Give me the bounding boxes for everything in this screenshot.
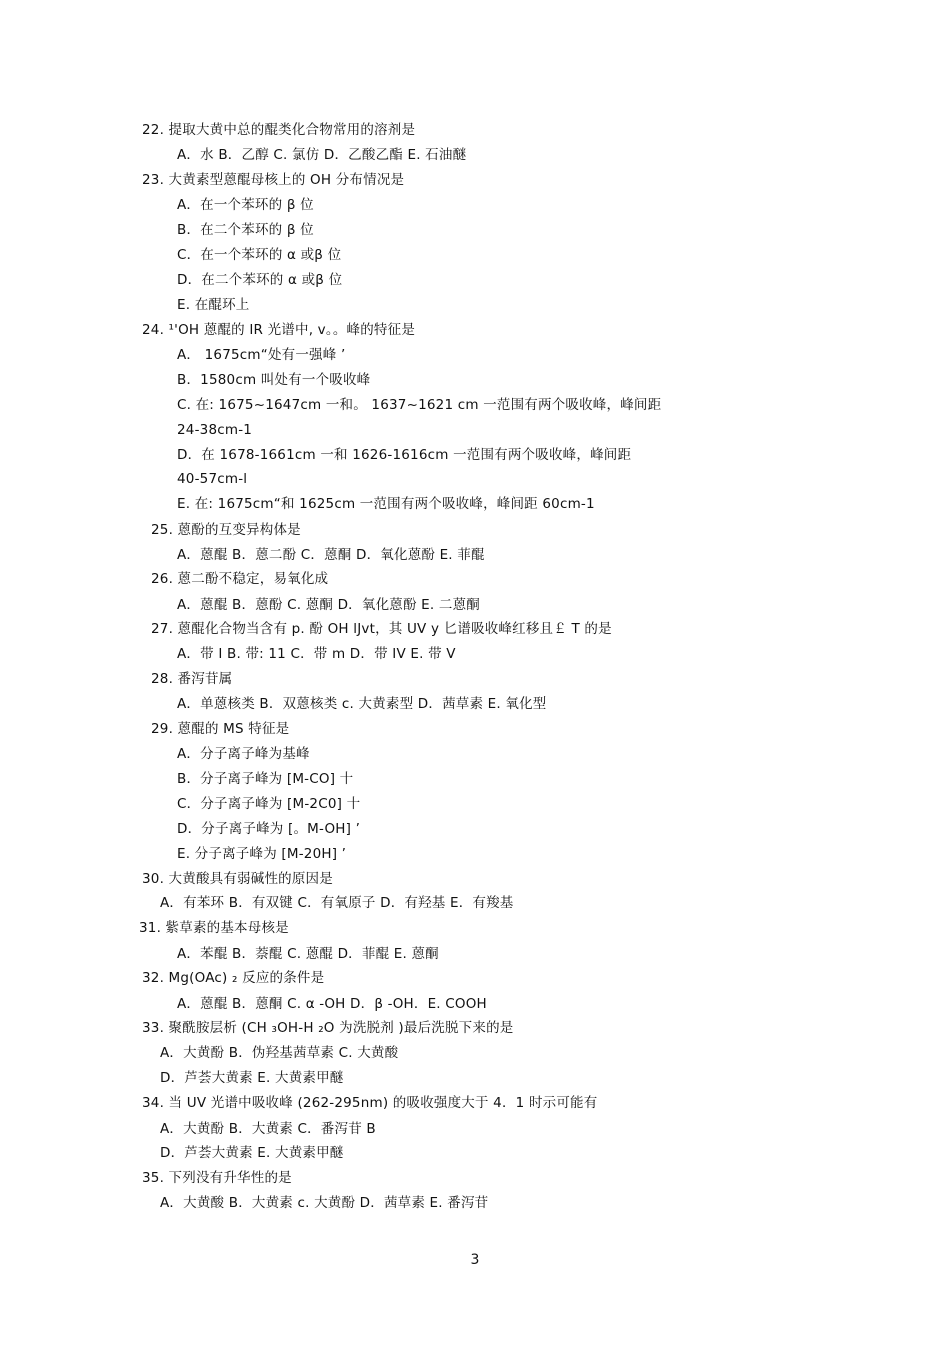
question-22: 22. 提取大黄中总的醌类化合物常用的溶剂是: [142, 122, 416, 138]
question-29: 29. 蒽醌的 MS 特征是: [151, 721, 290, 737]
option-24d: D．在 1678-1661cm 一和 1626-1616cm 一范围有两个吸收峰，峰间距: [177, 447, 632, 463]
options-35: A．大黄酸 B．大黄素 c. 大黄酚 D．茜草素 E. 番泻苷: [160, 1195, 489, 1211]
options-32: A．蒽醌 B．蒽酮 C. α -OH D．β -OH．E. COOH: [177, 996, 487, 1012]
options-30: A．有苯环 B．有双键 C．有氧原子 D．有羟基 E．有羧基: [160, 895, 514, 911]
options-31: A．苯醌 B．萘醌 C. 蒽醌 D．菲醌 E. 蒽酮: [177, 946, 439, 962]
option-29e: E. 分子离子峰为 [M-20H] ’: [177, 846, 347, 862]
option-24a: A． 1675cm“处有一强峰 ’: [177, 347, 346, 363]
question-31: 31. 紫草素的基本母核是: [139, 920, 289, 936]
option-24c: C. 在: 1675~1647cm 一和。 1637~1621 cm 一范围有两个吸收峰，峰间距: [177, 397, 662, 413]
options-28: A．单蒽核类 B．双蒽核类 c. 大黄素型 D．茜草素 E. 氧化型: [177, 696, 547, 712]
options-34-row1: A．大黄酚 B．大黄素 C．番泻苷 B: [160, 1121, 376, 1137]
question-24: 24. ¹'OH 蒽醌的 IR 光谱中, v。。峰的特征是: [142, 322, 416, 338]
question-27: 27. 蒽醌化合物当含有 p. 酚 OH lJvt，其 UV y 匕谱吸收峰红移且￡ T 的是: [151, 621, 612, 637]
options-27: A．带 I B. 带: 11 C．带 m D．带 IV E. 带 V: [177, 646, 456, 662]
question-26: 26. 蒽二酚不稳定，易氧化成: [151, 571, 329, 587]
option-24b: B．1580cm 叫处有一个吸收峰: [177, 372, 371, 388]
option-23c: C．在一个苯环的 α 或β 位: [177, 247, 342, 263]
option-24c-cont: 24-38cm-1: [177, 422, 253, 438]
question-25: 25. 蒽酚的互变异构体是: [151, 522, 301, 538]
options-26: A．蒽醌 B．蒽酚 C. 蒽酮 D．氧化蒽酚 E. 二蒽酮: [177, 597, 480, 613]
option-24d-cont: 40-57cm-l: [177, 471, 248, 487]
question-34: 34. 当 UV 光谱中吸收峰 (262-295nm) 的吸收强度大于 4．1 时示可能有: [142, 1095, 598, 1111]
option-29d: D．分子离子峰为 [。M-OH] ’: [177, 821, 361, 837]
options-34-row2: D．芦荟大黄素 E. 大黄素甲醚: [160, 1145, 344, 1161]
question-33: 33. 聚酰胺层析 (CH ₃OH-H ₂O 为洗脱剂 )最后洗脱下来的是: [142, 1020, 514, 1036]
option-23d: D．在二个苯环的 α 或β 位: [177, 272, 343, 288]
question-35: 35. 下列没有升华性的是: [142, 1170, 292, 1186]
option-23a: A．在一个苯环的 β 位: [177, 197, 314, 213]
option-23b: B．在二个苯环的 β 位: [177, 222, 314, 238]
question-30: 30. 大黄酸具有弱碱性的原因是: [142, 871, 333, 887]
option-23e: E. 在醌环上: [177, 297, 250, 313]
option-24e: E. 在: 1675cm“和 1625cm 一范围有两个吸收峰，峰间距 60cm-1: [177, 496, 595, 512]
question-28: 28. 番泻苷属: [151, 671, 233, 687]
options-22: A．水 B．乙醇 C. 氯仿 D．乙酸乙酯 E. 石油醚: [177, 147, 467, 163]
question-32: 32. Mg(OAc) ₂ 反应的条件是: [142, 970, 325, 986]
options-33-row1: A．大黄酚 B．伪羟基茜草素 C. 大黄酸: [160, 1045, 399, 1061]
question-23: 23. 大黄素型蒽醌母核上的 OH 分布情况是: [142, 172, 405, 188]
option-29a: A．分子离子峰为基峰: [177, 746, 310, 762]
option-29b: B．分子离子峰为 [M-CO] 十: [177, 771, 354, 787]
page-number: 3: [470, 1252, 480, 1268]
options-25: A．蒽醌 B．蒽二酚 C．蒽酮 D．氧化蒽酚 E. 菲醌: [177, 547, 485, 563]
option-29c: C．分子离子峰为 [M-2C0] 十: [177, 796, 361, 812]
options-33-row2: D．芦荟大黄素 E. 大黄素甲醚: [160, 1070, 344, 1086]
